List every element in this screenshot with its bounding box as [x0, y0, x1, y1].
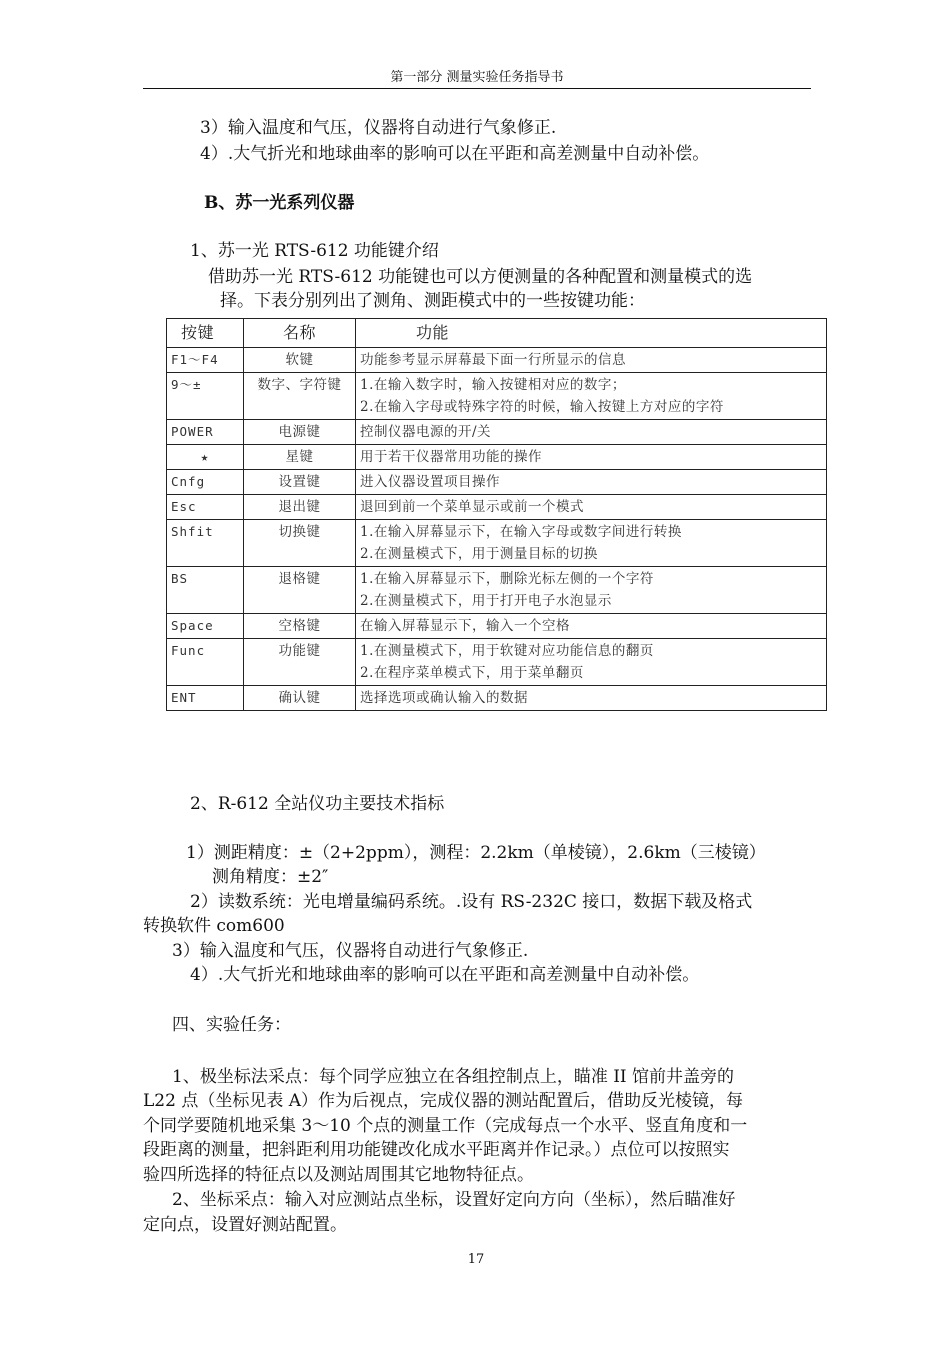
table-row [167, 639, 827, 686]
name-cell: 电源键 [244, 420, 356, 445]
function-line: 功能参考显示屏幕最下面一行所显示的信息 [360, 352, 626, 368]
subsection-2-title: 2、R-612 全站仪功主要技术指标 [190, 794, 445, 814]
name-cell: 数字、字符键 [244, 373, 356, 420]
key-cell: Cnfg [167, 470, 244, 495]
task-1-line-5: 验四所选择的特征点以及测站周围其它地物特征点。 [143, 1165, 534, 1185]
function-cell [356, 639, 827, 686]
spec-line-6: 4）.大气折光和地球曲率的影响可以在平距和高差测量中自动补偿。 [190, 965, 700, 985]
key-cell: Space [167, 614, 244, 639]
section-4-title: 四、实验任务： [172, 1015, 291, 1035]
table-row [167, 445, 827, 470]
function-cell [356, 567, 827, 614]
task-1-line-3: 个同学要随机地采集 3～10 个点的测量工作（完成每点一个水平、竖直角度和一 [143, 1116, 748, 1136]
subsection-1-desc-line1: 借助苏一光 RTS-612 功能键也可以方便测量的各种配置和测量模式的选 [208, 267, 753, 287]
function-cell [356, 614, 827, 639]
table-row [167, 373, 827, 420]
function-line: 控制仪器电源的开/关 [360, 424, 492, 440]
function-line: 1.在输入数字时，输入按键相对应的数字； [360, 377, 626, 393]
function-line: 1.在输入屏幕显示下，在输入字母或数字间进行转换 [360, 524, 682, 540]
page-number: 17 [467, 1252, 485, 1267]
name-cell: 设置键 [244, 470, 356, 495]
table-row [167, 495, 827, 520]
spec-line-3: 2）读数系统：光电增量编码系统。.设有 RS-232C 接口，数据下载及格式 [190, 892, 753, 912]
table-row [167, 420, 827, 445]
function-cell [356, 348, 827, 373]
intro-item-3: 3）输入温度和气压，仪器将自动进行气象修正. [200, 118, 557, 138]
key-cell: ENT [167, 686, 244, 711]
function-cell [356, 470, 827, 495]
function-line: 1.在输入屏幕显示下，删除光标左侧的一个字符 [360, 571, 654, 587]
table-row [167, 520, 827, 567]
table-row [167, 686, 827, 711]
task-1-line-2: L22 点（坐标见表 A）作为后视点，完成仪器的测站配置后，借助反光棱镜，每 [143, 1091, 744, 1111]
header-name: 名称 [244, 319, 356, 348]
spec-line-1: 1）测距精度：±（2+2ppm），测程：2.2km（单棱镜），2.6km（三棱镜） [186, 843, 766, 863]
name-cell: 退格键 [244, 567, 356, 614]
spec-line-5: 3）输入温度和气压，仪器将自动进行气象修正. [172, 941, 529, 961]
function-line: 退回到前一个菜单显示或前一个模式 [360, 499, 584, 515]
spec-line-4: 转换软件 com600 [143, 916, 285, 936]
task-1-line-4: 段距离的测量，把斜距利用功能键改化成水平距离并作记录。）点位可以按照实 [143, 1140, 730, 1160]
key-cell: POWER [167, 420, 244, 445]
key-cell: BS [167, 567, 244, 614]
function-line: 2.在程序菜单模式下，用于菜单翻页 [360, 665, 584, 681]
function-cell [356, 445, 827, 470]
function-line: 2.在测量模式下，用于测量目标的切换 [360, 546, 598, 562]
task-2-line-1: 2、坐标采点：输入对应测站点坐标，设置好定向方向（坐标），然后瞄准好 [172, 1190, 736, 1210]
name-cell: 切换键 [244, 520, 356, 567]
function-line: 选择选项或确认输入的数据 [360, 690, 528, 706]
name-cell: 空格键 [244, 614, 356, 639]
section-b-title: B、苏一光系列仪器 [204, 193, 355, 213]
key-cell: F1～F4 [167, 348, 244, 373]
table-row [167, 348, 827, 373]
header-key: 按键 [167, 319, 244, 348]
function-key-table [166, 318, 827, 711]
name-cell: 确认键 [244, 686, 356, 711]
key-cell: Func [167, 639, 244, 686]
function-line: 2.在输入字母或特殊字符的时候，输入按键上方对应的字符 [360, 399, 724, 415]
intro-item-4: 4）.大气折光和地球曲率的影响可以在平距和高差测量中自动补偿。 [200, 144, 710, 164]
name-cell: 软键 [244, 348, 356, 373]
name-cell: 星键 [244, 445, 356, 470]
function-line: 在输入屏幕显示下，输入一个空格 [360, 618, 570, 634]
key-cell: Esc [167, 495, 244, 520]
task-2-line-2: 定向点，设置好测站配置。 [143, 1215, 347, 1235]
key-cell: Shfit [167, 520, 244, 567]
header-function: 功能 [356, 319, 827, 348]
task-1-line-1: 1、极坐标法采点：每个同学应独立在各组控制点上，瞄准 II 馆前井盖旁的 [172, 1067, 735, 1087]
name-cell: 退出键 [244, 495, 356, 520]
function-line: 用于若干仪器常用功能的操作 [360, 449, 542, 465]
subsection-1-title: 1、苏一光 RTS-612 功能键介绍 [190, 241, 439, 261]
function-cell [356, 373, 827, 420]
table-row [167, 470, 827, 495]
function-line: 进入仪器设置项目操作 [360, 474, 500, 490]
table-row [167, 567, 827, 614]
function-line: 1.在测量模式下，用于软键对应功能信息的翻页 [360, 643, 654, 659]
subsection-1-desc-line2: 择。下表分别列出了测角、测距模式中的一些按键功能： [220, 291, 645, 311]
spec-line-2: 测角精度：±2″ [212, 867, 329, 887]
page-header: 第一部分 测量实验任务指导书 [143, 68, 811, 89]
function-cell [356, 520, 827, 567]
key-cell: ★ [167, 445, 244, 470]
table-header-row [167, 319, 827, 348]
function-key-table-body [167, 319, 827, 711]
function-line: 2.在测量模式下，用于打开电子水泡显示 [360, 593, 612, 609]
key-cell: 9～± [167, 373, 244, 420]
name-cell: 功能键 [244, 639, 356, 686]
function-cell [356, 495, 827, 520]
table-row [167, 614, 827, 639]
function-cell [356, 420, 827, 445]
function-cell [356, 686, 827, 711]
